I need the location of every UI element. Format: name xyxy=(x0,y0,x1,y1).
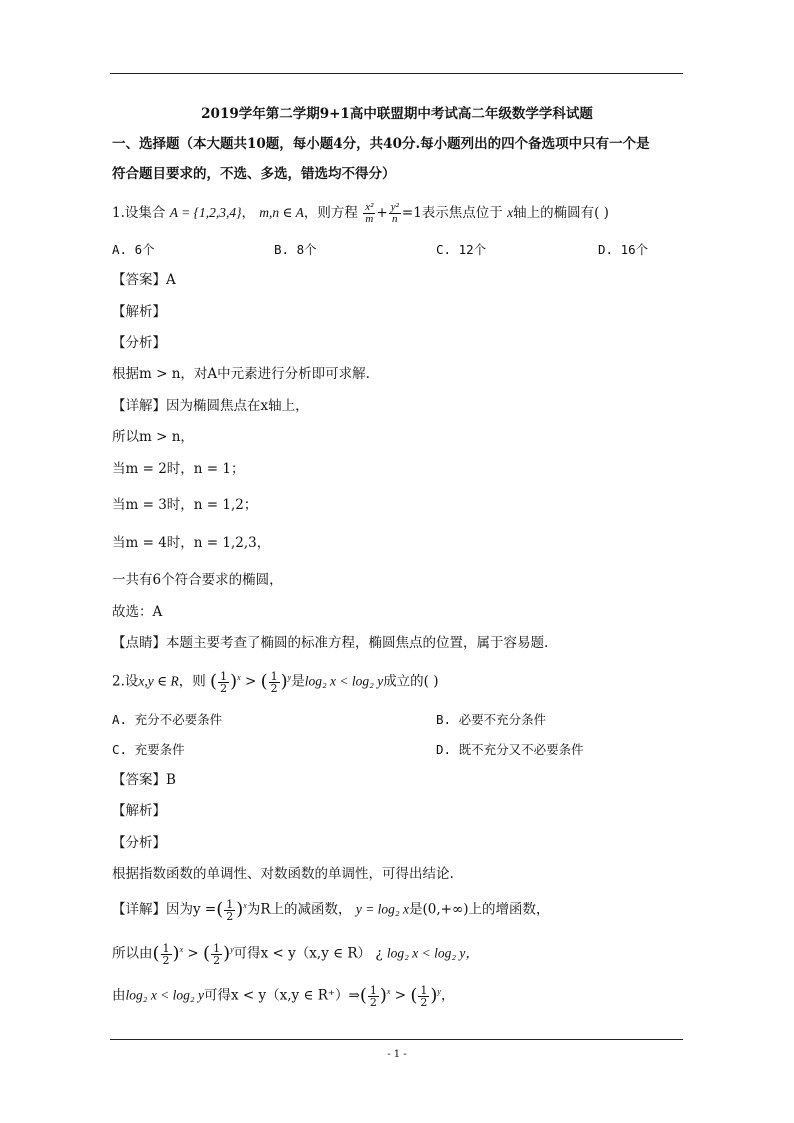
q2-step-1: 所以由( $\frac{1}{2}$ )$^x$ > ( $\frac{1}{2}$ )$^y$可得x < y（x,y ∈ R） ¿ log₂ x < log₂ y， xyxy=(112,941,479,967)
q1-option-d: D. 16个 xyxy=(598,242,649,257)
q2-option-c: C. 充要条件 xyxy=(112,742,185,757)
fraction-one-half: $\frac{1}{2}$ xyxy=(420,983,428,1009)
question-1-stem: 1.设集合 A = {1,2,3,4}， m,n ∈ A，则方程 $\frac{\text{x²}}{m}$ + $\frac{\text{y²}}{n}$ =1表示焦点位于 x轴上的椭圆有( ) xyxy=(112,201,609,225)
q1-jiexi-label: 【解析】 xyxy=(112,304,166,320)
fraction-y2-n: $\frac{\text{y²}}{n}$ xyxy=(390,201,399,225)
q1-answer: 【答案】A xyxy=(112,272,176,288)
q1-analysis: 根据m > n，对A中元素进行分析即可求解. xyxy=(112,366,370,382)
q1-detail: 【详解】因为椭圆焦点在x轴上， xyxy=(112,398,309,414)
q2-option-b: B. 必要不充分条件 xyxy=(436,712,547,727)
q2-option-d: D. 既不充分又不必要条件 xyxy=(436,742,584,757)
footer-rule xyxy=(110,1039,683,1040)
fraction-x2-m: $\frac{\text{x²}}{m}$ xyxy=(365,201,374,225)
header-rule xyxy=(110,73,683,74)
section-heading-line1: 一、选择题（本大题共10题，每小题4分，共40分.每小题列出的四个备选项中只有一个是 xyxy=(112,136,650,152)
q1-step-5: 一共有6个符合要求的椭圆， xyxy=(112,572,283,588)
question-2-stem: 2.设x,y ∈ R，则 ( $\frac{1}{2}$ )$^x$ > ( $\frac{1}{2}$ )$^y$是log₂ x < log₂ y成立的( ) xyxy=(112,669,439,695)
q1-fenxi-label: 【分析】 xyxy=(112,335,166,351)
q2-analysis: 根据指数函数的单调性、对数函数的单调性，可得出结论. xyxy=(112,866,454,882)
q2-jiexi-label: 【解析】 xyxy=(112,803,166,819)
fraction-one-half: $\frac{1}{2}$ xyxy=(226,897,234,923)
q2-option-a: A. 充分不必要条件 xyxy=(112,712,223,727)
q1-step-1: 所以m > n， xyxy=(112,429,194,445)
q1-step-4: 当m = 4时，n = 1,2,3， xyxy=(112,535,271,551)
q1-option-a: A. 6个 xyxy=(112,242,155,257)
q2-step-2: 由log₂ x < log₂ y可得x < y（x,y ∈ R⁺）⇒( $\frac{1}{2}$ )$^x$ > ( $\frac{1}{2}$ )$^y$， xyxy=(112,983,455,1009)
q2-fenxi-label: 【分析】 xyxy=(112,835,166,851)
page-number: - 1 - xyxy=(387,1049,407,1060)
q1-option-c: C. 12个 xyxy=(436,242,487,257)
q1-step-2: 当m = 2时，n = 1； xyxy=(112,461,245,477)
fraction-one-half: $\frac{1}{2}$ xyxy=(213,941,221,967)
q1-step-3: 当m = 3时，n = 1,2； xyxy=(112,497,258,513)
q1-choice: 故选：A xyxy=(112,604,163,620)
q1-option-b: B. 8个 xyxy=(274,242,317,257)
fraction-one-half: $\frac{1}{2}$ xyxy=(220,669,228,695)
q2-answer: 【答案】B xyxy=(112,772,176,788)
fraction-one-half: $\frac{1}{2}$ xyxy=(369,983,377,1009)
q2-detail: 【详解】因为y =( $\frac{1}{2}$ )$^x$为R上的减函数， y = log₂ x是(0,+∞)上的增函数， xyxy=(112,897,550,923)
page-title: 2019学年第二学期9+1高中联盟期中考试高二年级数学学科试题 xyxy=(201,106,593,122)
fraction-one-half: $\frac{1}{2}$ xyxy=(270,669,278,695)
q1-comment: 【点睛】本题主要考查了椭圆的标准方程，椭圆焦点的位置，属于容易题. xyxy=(112,635,549,651)
section-heading-line2: 符合题目要求的，不选、多选，错选均不得分） xyxy=(112,166,396,182)
fraction-one-half: $\frac{1}{2}$ xyxy=(162,941,170,967)
